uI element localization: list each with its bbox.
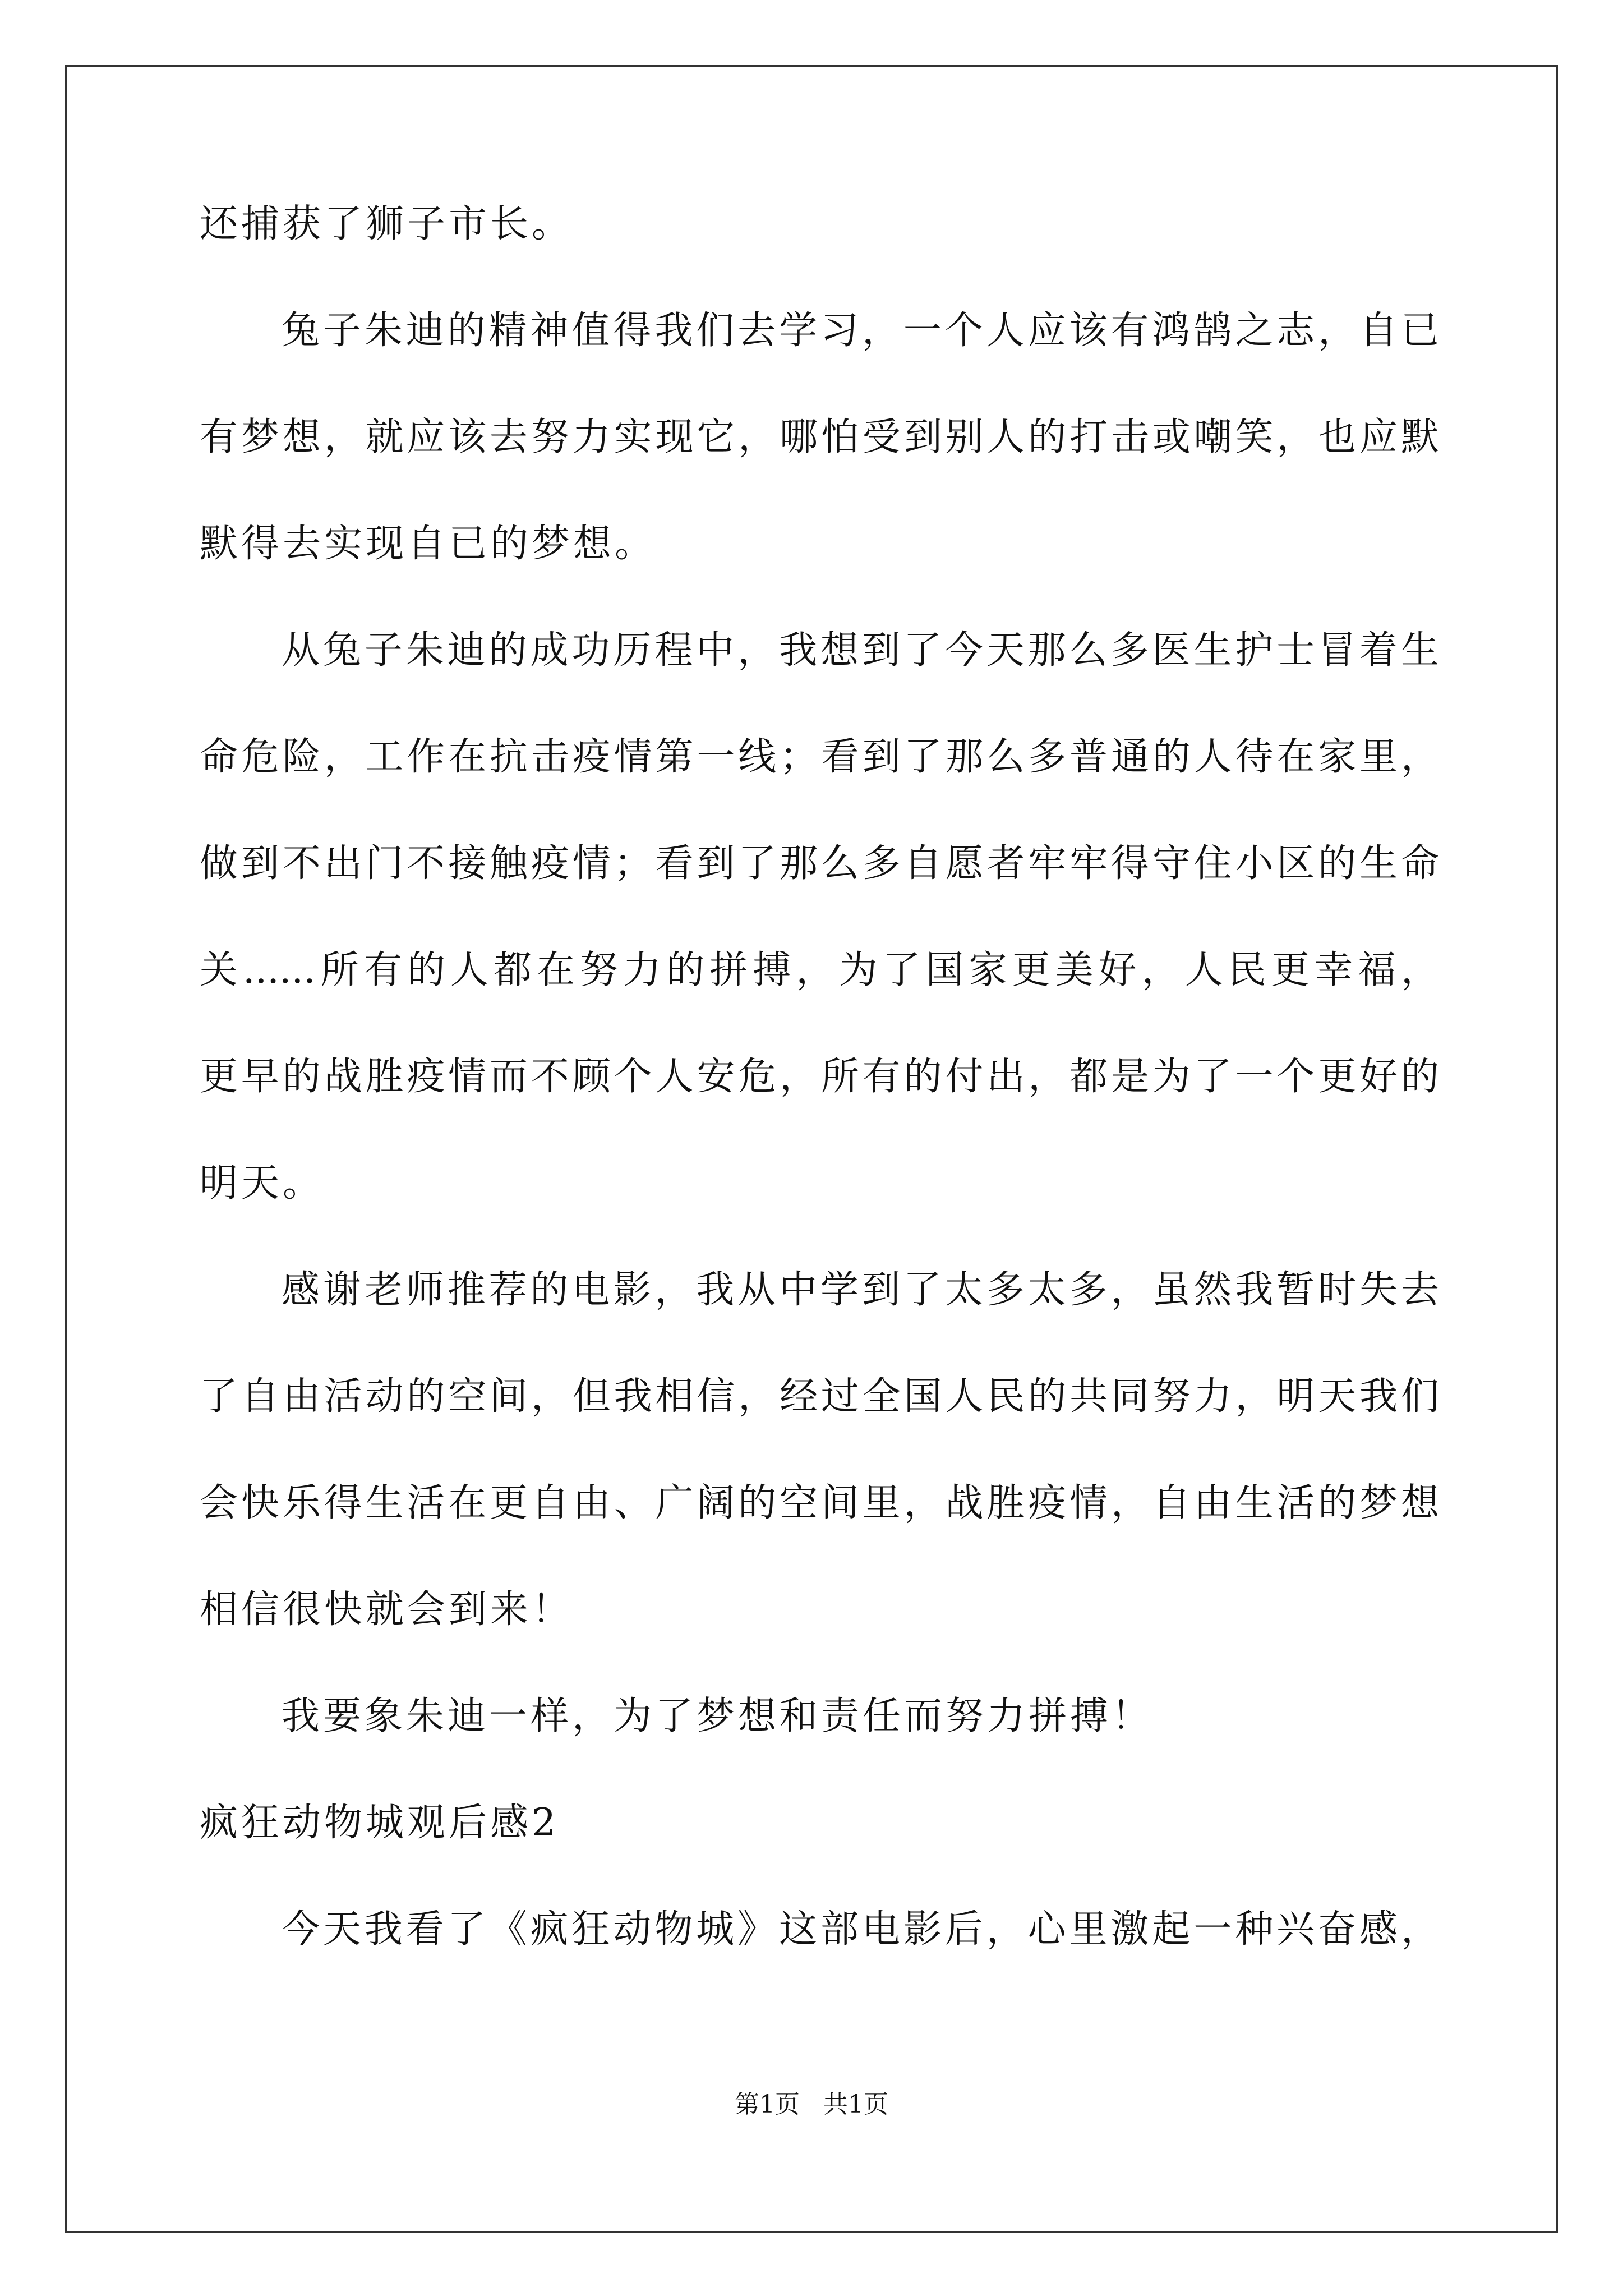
text-line: 做到不出门不接触疫情；看到了那么多自愿者牢牢得守住小区的生命 [200, 841, 1439, 886]
text-line: 命危险，工作在抗击疫情第一线；看到了那么多普通的人待在家里， [200, 735, 1439, 779]
text-line: 从兔子朱迪的成功历程中，我想到了今天那么多医生护士冒着生 [282, 628, 1439, 673]
page-footer [0, 2088, 1623, 2122]
text-line: 关......所有的人都在努力的拼搏，为了国家更美好，人民更幸福， [200, 948, 1439, 992]
text-line: 明天。 [200, 1161, 325, 1205]
section-heading: 疯狂动物城观后感2 [200, 1801, 560, 1845]
text-line: 相信很快就会到来！ [200, 1588, 574, 1632]
text-line: 了自由活动的空间，但我相信，经过全国人民的共同努力，明天我们 [200, 1374, 1439, 1419]
text-line: 有梦想，就应该去努力实现它，哪怕受到别人的打击或嘲笑，也应默 [200, 415, 1439, 459]
text-line: 默得去实现自已的梦想。 [200, 522, 657, 566]
text-line: 还捕获了狮子市长。 [200, 202, 574, 246]
text-line: 今天我看了《疯狂动物城》这部电影后，心里激起一种兴奋感， [282, 1907, 1439, 1952]
text-line: 更早的战胜疫情而不顾个人安危，所有的付出，都是为了一个更好的 [200, 1055, 1439, 1099]
text-line: 兔子朱迪的精神值得我们去学习，一个人应该有鸿鹄之志，自已 [282, 309, 1439, 353]
page-number: 第1页 [735, 2090, 800, 2119]
page-total: 共1页 [823, 2090, 888, 2119]
text-line: 会快乐得生活在更自由、广阔的空间里，战胜疫情，自由生活的梦想 [200, 1481, 1439, 1525]
text-line: 我要象朱迪一样，为了梦想和责任而努力拼搏！ [282, 1694, 1154, 1738]
text-line: 感谢老师推荐的电影，我从中学到了太多太多，虽然我暂时失去 [282, 1268, 1439, 1312]
